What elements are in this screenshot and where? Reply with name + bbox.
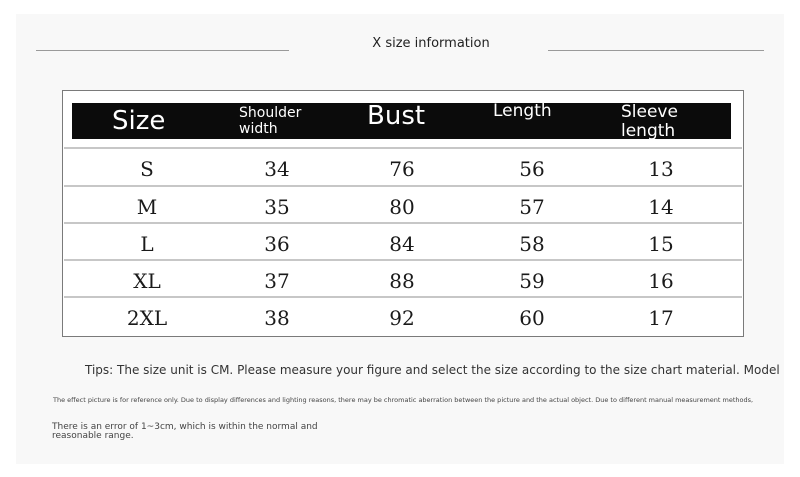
row-divider [64,147,742,149]
cell-sleeve-length: 15 [648,232,674,256]
page-title: X size information [372,36,490,51]
cell-size: L [140,232,154,256]
cell-sleeve-length: 16 [648,269,674,293]
cell-sleeve-length: 17 [648,306,674,330]
cell-shoulder-width: 38 [264,306,290,330]
cell-sleeve-length: 14 [648,195,674,219]
cell-length: 58 [519,232,545,256]
row-divider [64,296,742,298]
cell-bust: 84 [389,232,415,256]
cell-bust: 76 [389,157,415,181]
column-header-sleeve-length: Sleeve length [621,102,678,141]
cell-shoulder-width: 37 [264,269,290,293]
error-range-text: There is an error of 1~3cm, which is within the normal and reasonable range. [52,422,318,441]
column-header-shoulder-width: Shoulder width [239,105,302,137]
cell-bust: 88 [389,269,415,293]
column-header-length: Length [493,101,552,121]
cell-length: 57 [519,195,545,219]
cell-sleeve-length: 13 [648,157,674,181]
cell-shoulder-width: 36 [264,232,290,256]
header-divider-right [548,50,764,51]
cell-length: 56 [519,157,545,181]
cell-shoulder-width: 35 [264,195,290,219]
cell-size: S [140,157,154,181]
cell-shoulder-width: 34 [264,157,290,181]
size-table [62,90,744,337]
tips-text: Tips: The size unit is CM. Please measure your figure and select the size according to the size chart material. Model [85,363,780,377]
cell-size: XL [133,269,161,293]
size-table-header [72,103,731,139]
cell-bust: 80 [389,195,415,219]
cell-size: M [136,195,158,219]
cell-length: 60 [519,306,545,330]
row-divider [64,259,742,261]
column-header-bust: Bust [367,101,426,131]
cell-bust: 92 [389,306,415,330]
disclaimer-text: The effect picture is for reference only. Due to display differences and lighting reasons, there may be chromatic aberration between the picture and the actual object. Due to different manual measurement methods, [53,396,754,404]
column-header-size: Size [112,106,166,136]
cell-size: 2XL [126,306,168,330]
cell-length: 59 [519,269,545,293]
size-chart-page [16,14,784,464]
header-divider-left [36,50,289,51]
row-divider [64,185,742,187]
row-divider [64,222,742,224]
